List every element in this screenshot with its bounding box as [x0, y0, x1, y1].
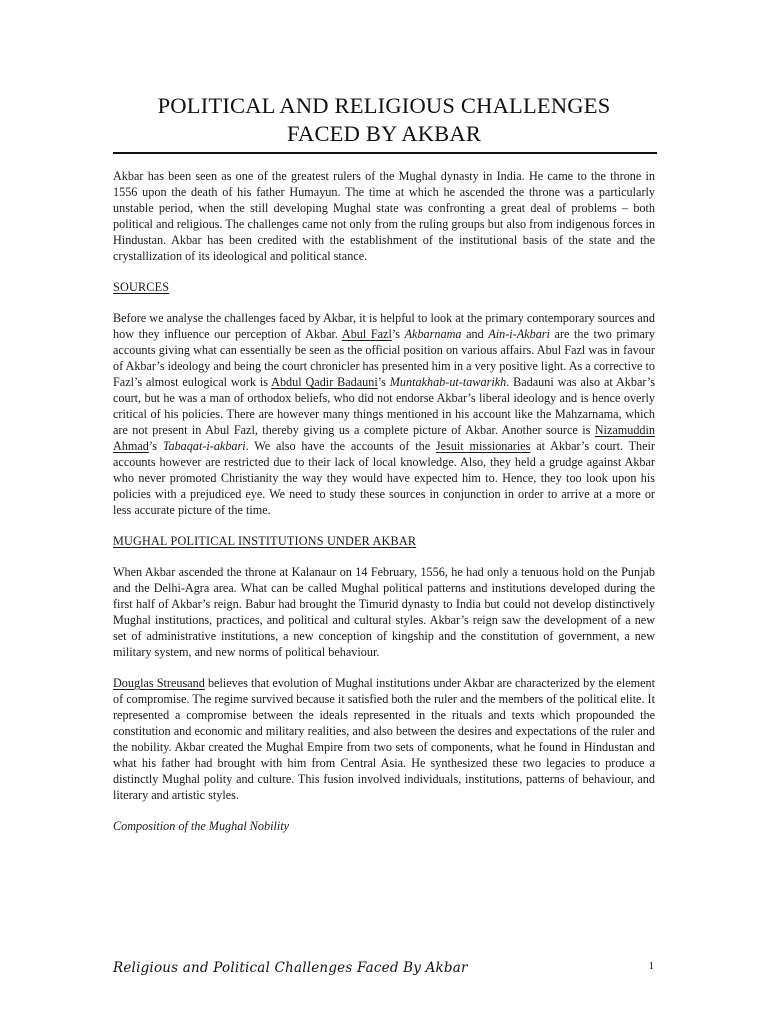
intro-paragraph: Akbar has been seen as one of the greatest rulers of the Mughal dynasty in India. He came to the throne in 1556 upon the death of his father Humayun. The time at which he ascended the throne was a particularly unstable period, when the still developing Mughal state was confronting a great deal of problems – both political and religious. The challenges came not only from the ruling groups but also from indigenous forces in Hindustan. Akbar has been credited with the establishment of the institutional basis of the state and the crystallization of its ideological and political stance. [113, 169, 655, 263]
link-jesuit[interactable]: Jesuit missionaries [435, 439, 531, 453]
institutions-paragraph-1: When Akbar ascended the throne at Kalanaur on 14 February, 1556, he had only a tenuous hold on the Punjab and the Delhi-Agra area. What can be called Mughal political patterns and institutions developed during the first half of Akbar’s reign. Babur had brought the Timurid dynasty to India but could not develop distinctively Mughal institutions, practices, and political and cultural styles. Akbar’s reign saw the development of a new set of administrative institutions, a new conception of kingship and the constitution of government, a new military system, and new norms of political behaviour. [113, 565, 655, 659]
sources-text-7: ’s [148, 439, 163, 453]
sources-text-2: ’s [391, 327, 405, 341]
ain-i-akbari-title: Ain-i-Akbari [488, 327, 550, 341]
sources-text-6: . Badauni was also at Akbar’s court, but he was a man of orthodox beliefs, who did not endorse Akbar’s liberal ideology and is hence overly critical of his policies. There are however many things mentioned in his account like the Mahzarnama, which are not present in Abul Fazl, thereby giving us a complete picture of Akbar. Another source is [113, 375, 655, 437]
link-abul-fazl[interactable]: Abul Fazl [341, 327, 392, 341]
akbarnama-title: Akbarnama [404, 327, 462, 341]
page-title [100, 92, 668, 148]
sources-heading: SOURCES [113, 280, 170, 294]
sources-text-1: Before we analyse the challenges faced by Akbar, it is helpful to look at the primary contemporary sources and how they influence our perception of Akbar. [113, 311, 655, 341]
link-nizamuddin[interactable]: Nizamuddin Ahmad [113, 423, 655, 453]
page-number: 1 [648, 960, 654, 972]
sources-text-8: . We also have the accounts of the [245, 439, 436, 453]
page-footer: Religious and Political Challenges Faced By Akbar [113, 960, 468, 976]
link-streusand[interactable]: Douglas Streusand [113, 676, 205, 690]
sources-text-3: and [461, 327, 489, 341]
institutions-heading: MUGHAL POLITICAL INSTITUTIONS UNDER AKBAR [113, 534, 417, 548]
institutions-p2-text: believes that evolution of Mughal institutions under Akbar are characterized by the element of compromise. The regime survived because it satisfied both the ruler and the members of the political elite. It represented a compromise between the ideals represented in the rituals and texts which propounded the constitution and economic and military realities, and also between the desires and expectations of the ruler and the nobility. Akbar created the Mughal Empire from two sets of components, what he found in Hindustan and what his father had brought with him from Central Asia. He synthesized these two legacies to produce a distinctly Mughal polity and culture. This fusion involved individuals, institutions, patterns of behaviour, and literary and artistic styles. [113, 676, 655, 802]
nobility-subheading: Composition of the Mughal Nobility [113, 819, 290, 833]
sources-paragraph [113, 310, 655, 518]
institutions-paragraph-2 [113, 675, 655, 803]
document-body [113, 168, 655, 834]
sources-text-5: ’s [377, 375, 390, 389]
title-rule [113, 152, 657, 154]
sources-text-9: at Akbar’s court. Their accounts however are restricted due to their lack of local knowledge. Also, they held a grudge against Akbar who never promoted Christianity the way they would have expected him to. Hence, they too look upon his policies with a prejudiced eye. We need to study these sources in conjunction in order to arrive at a more or less accurate picture of the time. [113, 439, 655, 517]
title-line-1: POLITICAL AND RELIGIOUS CHALLENGES [157, 93, 611, 118]
sources-text-4: are the two primary accounts giving what can essentially be seen as the official position on various affairs. Abul Fazl was in favour of Akbar’s ideology and being the court chronicler has presented him in a very positive light. As a corrective to Fazl’s almost eulogical work is [113, 327, 655, 389]
title-line-2: FACED BY AKBAR [286, 121, 482, 146]
link-badauni[interactable]: Abdul Qadir Badauni [271, 375, 378, 389]
muntakhab-title: Muntakhab-ut-tawarikh [389, 375, 507, 389]
tabaqat-title: Tabaqat-i-akbari [162, 439, 246, 453]
